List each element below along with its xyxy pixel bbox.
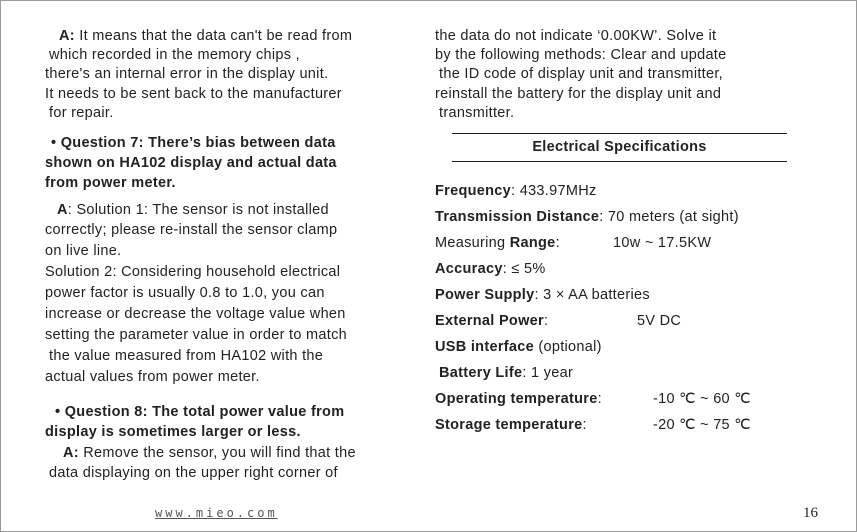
- spec-transmission-distance: Transmission Distance: 70 meters (at sight): [435, 209, 739, 226]
- intro-answer-line: there's an internal error in the display unit.: [45, 66, 329, 83]
- spec-frequency: Frequency: 433.97MHz: [435, 183, 597, 200]
- answer-label: A: [57, 202, 68, 219]
- question-8-answer: A: Remove the sensor, you will find that the data displaying on the upper right corner of: [49, 445, 356, 482]
- question-7-heading: • Question 7: There’s bias between data shown on HA102 display and actual data from power meter.: [45, 135, 337, 192]
- spec-storage-temperature: Storage temperature: -20 ℃ ~ 75 ℃: [435, 417, 751, 434]
- spec-accuracy: Accuracy: ≤ 5%: [435, 261, 546, 278]
- spec-usb-interface: USB interface (optional): [435, 339, 602, 356]
- continuation-line: reinstall the battery for the display unit and: [435, 85, 722, 102]
- right-column: [435, 27, 815, 438]
- continuation-line: by the following methods: Clear and update: [435, 47, 727, 64]
- intro-answer-line: It needs to be sent back to the manufacturer: [45, 85, 342, 102]
- specs-title: Electrical Specifications: [452, 133, 787, 162]
- continuation-line: the data do not indicate ‘0.00KW’. Solve it: [435, 28, 717, 44]
- continuation-line: the ID code of display unit and transmitter,: [439, 66, 724, 83]
- intro-answer-line: for repair.: [49, 104, 114, 121]
- spec-battery-life: Battery Life: 1 year: [439, 365, 574, 382]
- continuation-line: transmitter.: [439, 104, 515, 121]
- intro-answer: A: It means that the data can't be read from: [59, 28, 353, 44]
- website-link[interactable]: www.mieo.com: [155, 506, 278, 520]
- spec-power-supply: Power Supply: 3 × AA batteries: [435, 287, 650, 304]
- spec-range: Measuring Range: 10w ~ 17.5KW: [435, 235, 712, 252]
- question-8-heading: • Question 8: The total power value from display is sometimes larger or less.: [45, 404, 345, 441]
- question-7-answer: A: Solution 1: The sensor is not installed correctly; please re-install the sensor clamp on live line. Solution 2: Considering household electrical power factor is usually 0.8 to 1.0, you can increase or decrease the voltage value when setting the parameter value in order to match the value measured from HA102 with the actual values from power meter.: [45, 202, 348, 386]
- intro-answer-line: which recorded in the memory chips ,: [49, 47, 300, 64]
- spec-external-power: External Power: 5V DC: [435, 313, 682, 330]
- page-number: 16: [803, 505, 818, 521]
- left-column: [45, 27, 415, 483]
- answer-label: A:: [59, 28, 75, 44]
- answer-label: A:: [63, 445, 79, 462]
- spec-operating-temperature: Operating temperature: -10 ℃ ~ 60 ℃: [435, 391, 751, 408]
- specs-list: [435, 178, 815, 438]
